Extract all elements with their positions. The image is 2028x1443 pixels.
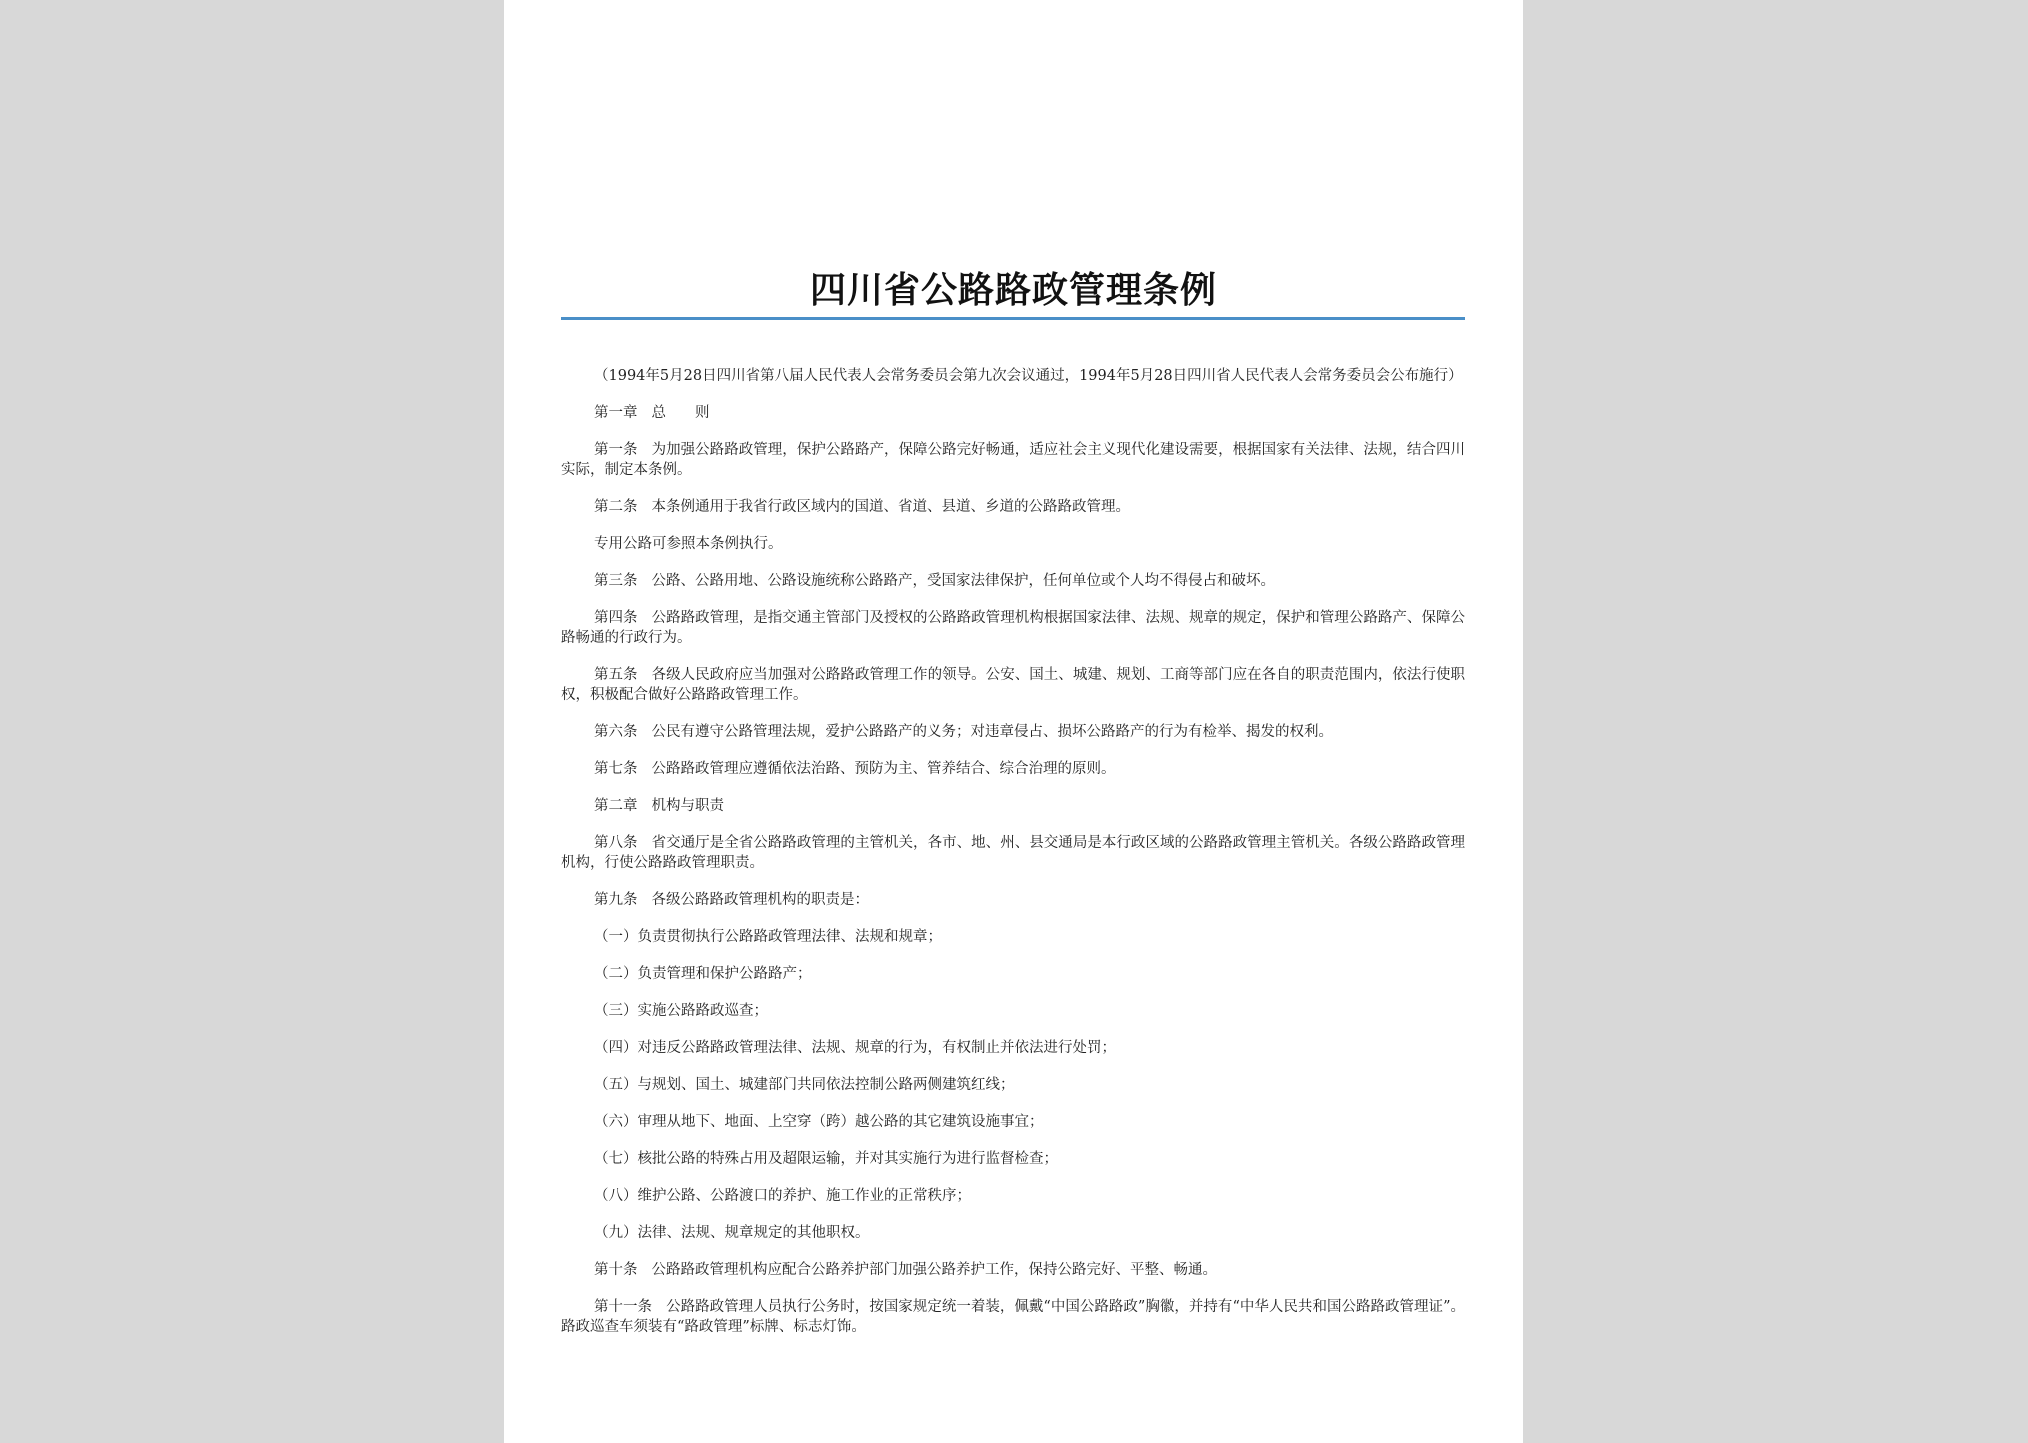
paragraph-text: 总 则	[651, 405, 710, 421]
document-paragraph	[561, 440, 1465, 480]
article-label: 第二条	[594, 499, 638, 515]
paragraph-text: 公路路政管理人员执行公务时，按国家规定统一着装，佩戴“中国公路路政”胸徽，并持有“中华人民共和国公路路政管理证”。路政巡查车须装有“路政管理”标牌、标志灯饰。	[561, 1299, 1465, 1335]
paragraph-text: （1994年5月28日四川省第八届人民代表人会常务委员会第九次会议通过，1994年5月28日四川省人民代表人会常务委员会公布施行）	[594, 368, 1463, 384]
document-paragraph	[561, 1260, 1465, 1280]
paragraph-text: （六）审理从地下、地面、上空穿（跨）越公路的其它建筑设施事宜；	[594, 1114, 1044, 1130]
document-paragraph	[561, 571, 1465, 591]
document-paragraph	[561, 403, 1465, 423]
paragraph-text: 各级公路路政管理机构的职责是：	[651, 892, 869, 908]
paragraph-text: （八）维护公路、公路渡口的养护、施工作业的正常秩序；	[594, 1188, 971, 1204]
document-paragraph	[561, 964, 1465, 984]
document-paragraph	[561, 665, 1465, 705]
document-paragraph	[561, 1001, 1465, 1021]
paragraph-text: 公民有遵守公路管理法规，爱护公路路产的义务；对违章侵占、损坏公路路产的行为有检举、揭发的权利。	[651, 724, 1333, 740]
paragraph-text: （三）实施公路路政巡查；	[594, 1003, 768, 1019]
paragraph-text: 省交通厅是全省公路路政管理的主管机关，各市、地、州、县交通局是本行政区域的公路路政管理主管机关。各级公路路政管理机构，行使公路路政管理职责。	[561, 835, 1465, 871]
document-paragraph	[561, 1075, 1465, 1095]
paragraph-text: 机构与职责	[651, 798, 724, 814]
document-paragraph	[561, 927, 1465, 947]
article-label: 第十条	[594, 1262, 638, 1278]
document-page	[504, 0, 1523, 1443]
article-label: 第九条	[594, 892, 638, 908]
document-paragraph	[561, 1112, 1465, 1132]
article-label: 第十一条	[594, 1299, 653, 1315]
paragraph-text: 公路路政管理应遵循依法治路、预防为主、管养结合、综合治理的原则。	[651, 761, 1116, 777]
paragraph-text: 公路路政管理机构应配合公路养护部门加强公路养护工作，保持公路完好、平整、畅通。	[651, 1262, 1217, 1278]
article-label: 第一章	[594, 405, 638, 421]
article-label: 第七条	[594, 761, 638, 777]
paragraph-text: 专用公路可参照本条例执行。	[594, 536, 783, 552]
document-paragraph	[561, 1038, 1465, 1058]
paragraph-text: 为加强公路路政管理，保护公路路产，保障公路完好畅通，适应社会主义现代化建设需要，根据国家有关法律、法规，结合四川实际，制定本条例。	[561, 442, 1465, 478]
paragraph-text: 本条例通用于我省行政区域内的国道、省道、县道、乡道的公路路政管理。	[651, 499, 1130, 515]
document-paragraph	[561, 608, 1465, 648]
document-paragraph	[561, 534, 1465, 554]
document-paragraph	[561, 890, 1465, 910]
article-label: 第八条	[594, 835, 638, 851]
paragraph-text: 公路、公路用地、公路设施统称公路路产，受国家法律保护，任何单位或个人均不得侵占和破坏。	[651, 573, 1275, 589]
paragraph-text: （九）法律、法规、规章规定的其他职权。	[594, 1225, 870, 1241]
document-body	[561, 366, 1465, 1354]
document-paragraph	[561, 722, 1465, 742]
document-paragraph	[561, 796, 1465, 816]
document-paragraph	[561, 1149, 1465, 1169]
title-divider	[561, 317, 1465, 320]
document-paragraph	[561, 497, 1465, 517]
paragraph-text: （二）负责管理和保护公路路产；	[594, 966, 812, 982]
article-label: 第六条	[594, 724, 638, 740]
paragraph-text: 公路路政管理，是指交通主管部门及授权的公路路政管理机构根据国家法律、法规、规章的规定，保护和管理公路路产、保障公路畅通的行政行为。	[561, 610, 1465, 646]
article-label: 第三条	[594, 573, 638, 589]
paragraph-text: （七）核批公路的特殊占用及超限运输，并对其实施行为进行监督检查；	[594, 1151, 1058, 1167]
document-title: 四川省公路路政管理条例	[809, 270, 1217, 311]
article-label: 第二章	[594, 798, 638, 814]
article-label: 第四条	[594, 610, 638, 626]
document-paragraph	[561, 759, 1465, 779]
paragraph-text: （一）负责贯彻执行公路路政管理法律、法规和规章；	[594, 929, 942, 945]
paragraph-text: 各级人民政府应当加强对公路路政管理工作的领导。公安、国土、城建、规划、工商等部门应在各自的职责范围内，依法行使职权，积极配合做好公路路政管理工作。	[561, 667, 1465, 703]
paragraph-text: （五）与规划、国土、城建部门共同依法控制公路两侧建筑红线；	[594, 1077, 1015, 1093]
paragraph-text: （四）对违反公路路政管理法律、法规、规章的行为，有权制止并依法进行处罚；	[594, 1040, 1116, 1056]
document-paragraph	[561, 1297, 1465, 1337]
document-paragraph	[561, 833, 1465, 873]
article-label: 第五条	[594, 667, 638, 683]
document-paragraph	[561, 366, 1465, 386]
article-label: 第一条	[594, 442, 638, 458]
document-paragraph	[561, 1186, 1465, 1206]
document-paragraph	[561, 1223, 1465, 1243]
